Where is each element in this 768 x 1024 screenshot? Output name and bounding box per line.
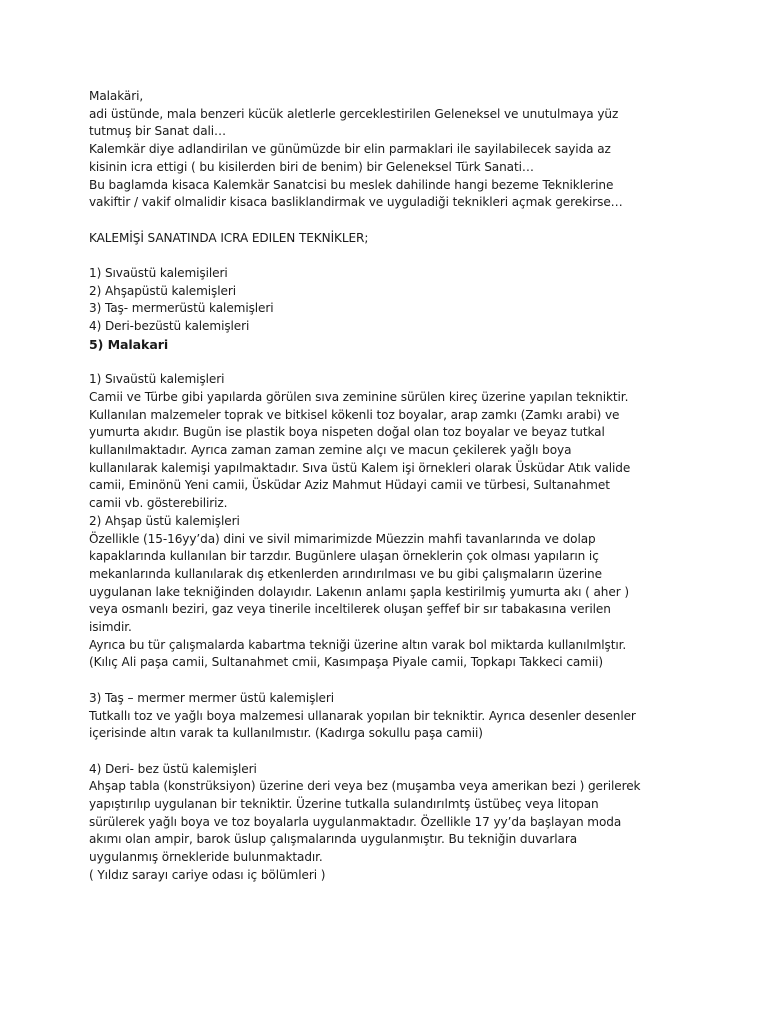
paragraph-line: camii, Eminönü Yeni camii, Üsküdar Aziz Mahmut Hüdayi camii ve türbesi, Sultanahmet: [89, 478, 610, 493]
paragraph-line: Ayrıca bu tür çalışmalarda kabartma tekniği üzerine altın varak bol miktarda kullanılmlştır.: [89, 637, 627, 652]
paragraph-line: (Kılıç Ali paşa camii, Sultanahmet cmii, Kasımpaşa Piyale camii, Topkapı Takkeci camii): [89, 655, 603, 670]
spacer: [89, 212, 689, 230]
intro-line: tutmuş bir Sanat dali…: [89, 124, 227, 139]
spacer: [89, 672, 689, 690]
paragraph-line: yumurta akıdır. Bugün ise plastik boya nispeten doğal olan toz boyalar ve beyaz tutkal: [89, 425, 605, 440]
paragraph-line: akımı olan ampir, barok üslup çalışmalarında uygulanmıştır. Bu tekniğin duvarlara: [89, 832, 578, 847]
list-item: 2) Ahşapüstü kalemişleri: [89, 283, 236, 298]
paragraph-line: Camii ve Türbe gibi yapılarda görülen sıva zeminine sürülen kireç üzerine yapılan tekniktir.: [89, 389, 629, 404]
intro-line: adi üstünde, mala benzeri kücük aletlerle gerceklestirilen Geleneksel ve unutulmaya yüz: [89, 106, 619, 121]
paragraph-line: uygulanmış örnekleride bulunmaktadır.: [89, 850, 323, 865]
techniques-heading: KALEMİŞİ SANATINDA ICRA EDILEN TEKNİKLER;: [89, 230, 369, 245]
paragraph-line: sürülerek yağlı boya ve toz boyalarla uygulanmaktadır. Özellikle 17 yy’da başlayan moda: [89, 814, 622, 829]
section-wood-paintings: [89, 513, 689, 672]
section-title: 1) Sıvaüstü kalemişleri: [89, 372, 225, 387]
paragraph-line: içerisinde altın varak ta kullanılmıstır. (Kadırga sokullu paşa camii): [89, 726, 483, 741]
list-item: 3) Taş- mermerüstü kalemişleri: [89, 301, 274, 316]
intro-line: Bu baglamda kisaca Kalemkär Sanatcisi bu meslek dahilinde hangi bezeme Tekniklerine: [89, 177, 614, 192]
spacer: [89, 247, 689, 265]
spacer: [89, 354, 689, 372]
paragraph-line: camii vb. gösterebiliriz.: [89, 496, 228, 511]
paragraph-line: Özellikle (15-16yy’da) dini ve sivil mimarimizde Müezzin mahfi tavanlarında ve dolap: [89, 531, 596, 546]
intro-line: kisinin icra ettigi ( bu kisilerden biri de benim) bir Geleneksel Türk Sanati…: [89, 159, 534, 174]
paragraph-line: isimdir.: [89, 620, 132, 635]
list-item-bold: 5) Malakari: [89, 336, 169, 352]
section-title: 4) Deri- bez üstü kalemişleri: [89, 761, 257, 776]
section-stone-marble-paintings: [89, 690, 689, 743]
section-plaster-paintings: [89, 371, 689, 513]
spacer: [89, 743, 689, 761]
paragraph-line: kullanılmaktadır. Ayrıca zaman zaman zemine alçı ve macun çekilerek yağlı boya: [89, 443, 572, 458]
list-item: 4) Deri-bezüstü kalemişleri: [89, 319, 250, 334]
paragraph-line: ( Yıldız sarayı cariye odası iç bölümleri ): [89, 867, 326, 882]
paragraph-line: Kullanılan malzemeler toprak ve bitkisel kökenli toz boyalar, arap zamkı (Zamkı arabi) ve: [89, 407, 620, 422]
list-item: 1) Sıvaüstü kalemişileri: [89, 266, 228, 280]
section-leather-cloth-paintings: [89, 761, 689, 885]
paragraph-line: Tutkallı toz ve yağlı boya malzemesi ullanarak yopılan bir tekniktir. Ayrıca desenler desenler: [89, 708, 636, 723]
paragraph-line: mekanlarında kullanılarak dış etkenlerden arındırılması ve bu gibi çalışmaların üzerine: [89, 566, 602, 581]
intro-paragraph: [89, 88, 689, 212]
paragraph-line: veya osmanlı beziri, gaz veya tinerile inceltilerek oluşan şeffef bir sır tabakasına verilen: [89, 602, 611, 617]
paragraph-line: uygulanan lake tekniğinden dolayıdır. Lakenın anlamı şapla kestirilmiş yumurta akı ( aher ): [89, 584, 629, 599]
section-title: 3) Taş – mermer mermer üstü kalemişleri: [89, 690, 335, 705]
paragraph-line: Ahşap tabla (konstrüksiyon) üzerine deri veya bez (muşamba veya amerikan bezi ) gerilerek: [89, 779, 641, 794]
section-title: 2) Ahşap üstü kalemişleri: [89, 513, 240, 528]
intro-line: vakiftir / vakif olmalidir kisaca basliklandirmak ve uyguladiği teknikleri açmak gerekirse…: [89, 195, 623, 210]
paragraph-line: kullanılarak kalemişi yapılmaktadır. Sıva üstü Kalem işi örnekleri olarak Üsküdar Atık valide: [89, 460, 631, 475]
techniques-list: [89, 265, 689, 354]
intro-line: Malakäri,: [89, 89, 144, 103]
document-body: [89, 88, 689, 885]
intro-line: Kalemkär diye adlandirilan ve günümüzde bir elin parmaklari ile sayilabilecek sayida az: [89, 142, 611, 157]
paragraph-line: yapıştırılıp uygulanan bir tekniktir. Üzerine tutkalla sulandırılmtş üstübeç veya litopan: [89, 797, 599, 812]
paragraph-line: kapaklarında kullanılan bir tarzdır. Bugünlere ulaşan örneklerin çok olması yapıların iç: [89, 549, 599, 564]
